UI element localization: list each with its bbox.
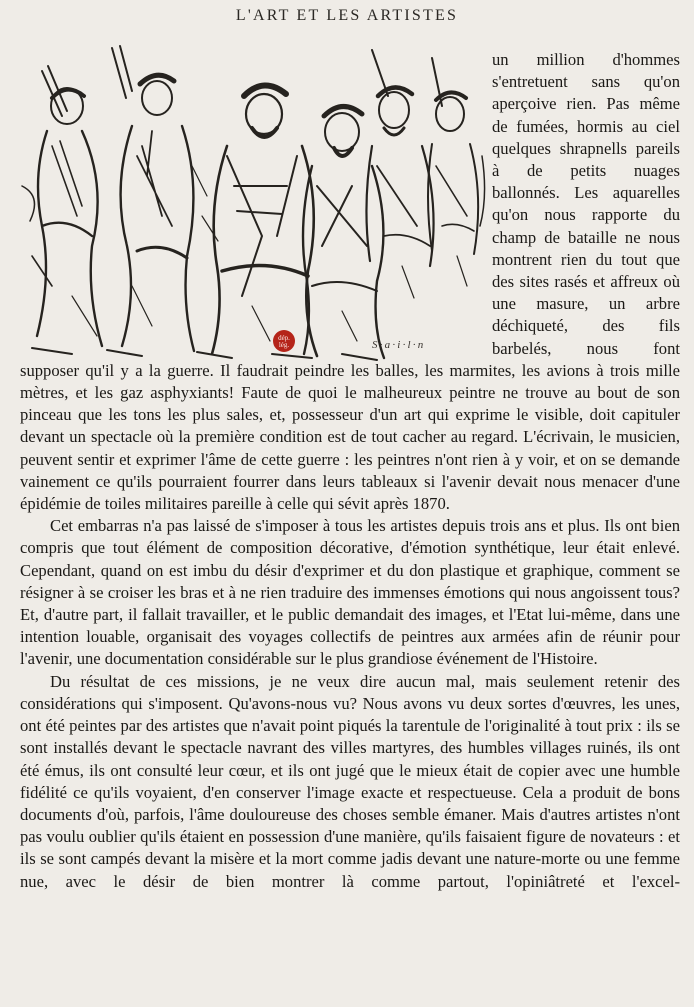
running-title: L'ART ET LES ARTISTES — [235, 7, 459, 24]
paragraph-1: un million d'hommes s'entretuent sans qu'on aperçoive rien. Pas même de fumées, hormis au ciel quelques shrapnells pareils à de petits nuages ballonnés. Les aquarelles qu'on nous rapporte du champ de bataille ne nous montrent rien du tout que des sites rasés et affreux où une masure, un arbre déchiqueté, des fils barbelés, nous font supposer qu'il y a la guerre. Il faudrait peindre les balles, les marmites, les avions à trois mille mètres, et les gaz asphyxiants! Faute de quoi le malheureux peintre ne trouve au bout de son pinceau que les tons les plus sales, et, possesseur d'un art qui exprime le visible, doit capituler devant un spectacle où la première condition est de tout cacher au regard. L'écrivain, le musicien, peuvent sentir et exprimer l'âme de cette guerre : les peintres n'ont rien à y voir, et on se demande vainement ce qu'ils pourraient fourrer dans leurs tableaux si l'avenir devait nous menacer d'une épidémie de toiles militaires pareille à celle qui sévit après 1870. — [20, 50, 680, 514]
article-body — [20, 49, 680, 893]
stamp-label-2: lég. — [278, 341, 290, 349]
illustration-wrap-space — [20, 49, 492, 358]
paragraph-3: Du résultat de ces missions, je ne veux dire aucun mal, mais seulement retenir des considérations qui s'imposent. Qu'avons-nous vu? Nous avons vu deux sortes d'œuvres, les unes, ont été peintes par des artistes que n'avait point piqués la tarentule de l'originalité à tout prix : ils se sont installés devant le spectacle navrant des villes martyres, des humbles villages ruinés, ils ont été émus, ils ont consulté leur cœur, et ils ont jugé que le mieux était de copier avec une humble fidélité ce qu'ils voyaient, d'en conserver l'image exacte et respectueuse. Cela a produit de bons documents d'où, parfois, l'âme douloureuse des choses semble émaner. Mais d'autres artistes n'ont pas voulu oublier qu'ils étaient en possession d'une manière, qu'ils faisaient figure de novateurs : et ils se sont campés devant la misère et la mort comme jadis devant une nature-morte ou une femme nue, avec le désir de bien montrer là comme partout, l'opiniâtreté et l'excel- — [20, 671, 680, 891]
paragraph-2: Cet embarras n'a pas laissé de s'imposer à tous les artistes depuis trois ans et plus. Ils ont bien compris que tout élément de composition décorative, d'émotion synthétique, leur était enlevé. Cependant, quand on est imbu du désir d'exprimer et du don plastique et graphique, comment se résigner à se croiser les bras et à ne rien traduire des immenses émotions qui nous angoissent tous? Et, d'autre part, il fallait travailler, et le public demandait des images, et l'Etat lui-même, dans une intention louable, organisait des voyages collectifs de peintres aux armées afin de réunir pour l'avenir, une documentation considérable sur le plus grandiose événement de l'Histoire. — [20, 516, 680, 669]
artist-signature: S · a · i · l · n — [372, 339, 424, 351]
stamp-label: dép. — [278, 334, 290, 342]
